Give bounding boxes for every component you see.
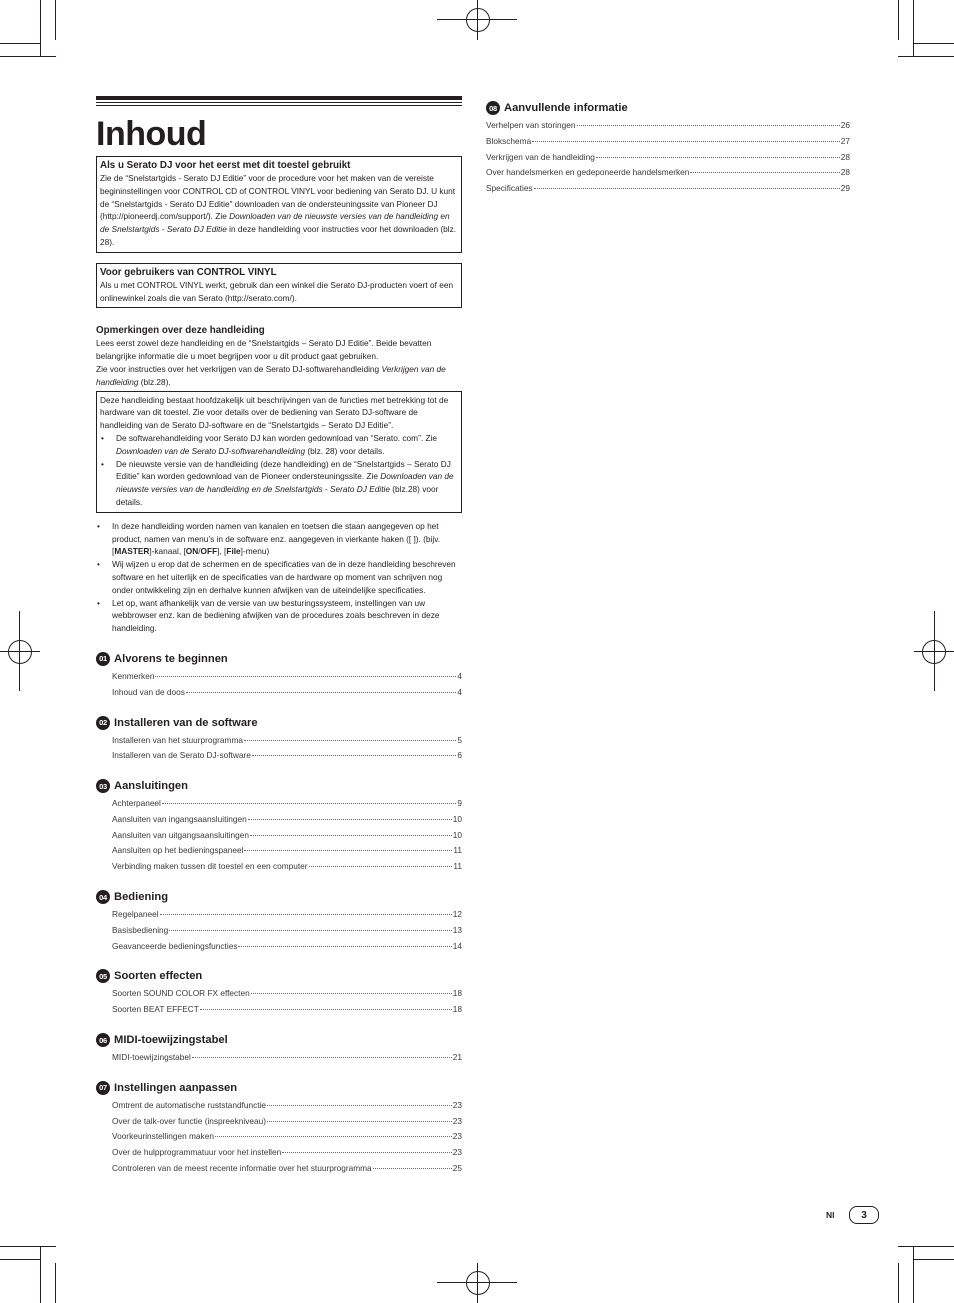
leader-dots — [577, 114, 840, 126]
chapter-number-badge: 08 — [486, 101, 500, 115]
toc-section — [96, 1032, 462, 1064]
text: ]-menu) — [240, 546, 270, 557]
toc-entry-page: 29 — [840, 183, 850, 194]
toc-entry[interactable] — [486, 179, 850, 195]
text-bold: MASTER — [114, 546, 150, 557]
toc-entry-label: Aansluiten van uitgangsaansluitingen — [112, 829, 249, 840]
toc-entry-label: Soorten SOUND COLOR FX effecten — [112, 988, 250, 999]
text-bold: ON — [185, 546, 199, 557]
toc-entry-page: 4 — [457, 686, 462, 697]
chapter-number-badge: 03 — [96, 779, 110, 793]
notes-heading: Opmerkingen over deze handleiding — [96, 325, 265, 337]
manual-scope-box — [96, 391, 462, 513]
toc-entry-page: 23 — [452, 1115, 462, 1126]
text-bold: OFF — [200, 546, 218, 557]
toc-entry-page: 21 — [452, 1052, 462, 1063]
crop-mark — [0, 43, 40, 44]
toc-entry[interactable] — [96, 683, 462, 699]
toc-entry[interactable] — [96, 857, 462, 873]
list-item — [100, 432, 458, 458]
toc-entry-label: Blokschema — [486, 135, 532, 146]
text-italic: Downloaden van de nieuwste versies van de handleiding en de Snelstartgids - Serato DJ Editie — [116, 471, 454, 495]
toc-entry-label: Kenmerken — [112, 670, 155, 681]
text: Zie voor instructies over het verkrijgen van de Serato DJ-softwarehandleiding — [96, 363, 382, 374]
crop-mark — [40, 1246, 41, 1303]
leader-dots — [162, 792, 456, 804]
registration-mark — [922, 640, 946, 664]
text-bold: File — [226, 546, 241, 557]
first-use-box — [96, 156, 462, 253]
leader-dots — [282, 1141, 452, 1153]
toc-entry[interactable] — [96, 937, 462, 953]
toc-entry-label: Regelpaneel — [112, 909, 159, 920]
notes-bullets — [96, 520, 462, 635]
crop-mark — [0, 1246, 56, 1247]
toc-section-title[interactable]: MIDI-toewijzingstabel — [114, 1034, 228, 1047]
leader-dots — [248, 808, 452, 820]
crop-mark — [0, 56, 56, 57]
text: ], [ — [217, 546, 227, 557]
crop-mark — [898, 56, 954, 57]
toc-entry-page: 5 — [457, 734, 462, 745]
text: (blz.28) voor details. — [116, 484, 439, 507]
crop-mark — [0, 1259, 40, 1260]
registration-mark — [8, 640, 32, 664]
toc-entry-page: 28 — [840, 167, 850, 178]
toc-entry-label: Aansluiten van ingangsaansluitingen — [112, 813, 247, 824]
toc-entry-page: 14 — [452, 940, 462, 951]
toc-entry-label: Verhelpen van storingen — [486, 120, 576, 130]
text: in deze handleiding voor instructies voor het downloaden (blz. 28). — [100, 224, 457, 247]
list-item — [96, 520, 462, 558]
manual-scope-intro: Deze handleiding bestaat hoofdzakelijk uit beschrijvingen van de functies met betrekking tot de hardware van dit toestel. Zie voor details over de bediening van Serato DJ-software de handleiding van de Serato DJ-software en de “Snelstartgids – Serato DJ Editie”. — [100, 394, 449, 431]
page-title: Inhoud — [96, 115, 207, 153]
leader-dots — [155, 665, 456, 677]
chapter-number-badge: 07 — [96, 1081, 110, 1095]
toc-entry-page: 12 — [452, 909, 462, 920]
crop-mark — [913, 1246, 914, 1303]
toc-entry-label: Specificaties — [486, 183, 533, 194]
left-column — [96, 96, 462, 1175]
control-vinyl-box — [96, 263, 462, 309]
toc-entry-page: 18 — [452, 1004, 462, 1015]
toc-entry-page: 11 — [453, 861, 462, 872]
toc-entry-page: 23 — [452, 1131, 462, 1142]
toc-items — [486, 116, 850, 195]
toc-section — [96, 1080, 462, 1175]
leader-dots — [596, 146, 840, 158]
title-rules — [96, 96, 462, 106]
toc-entry-label: Controleren van de meest recente informatie over het stuurprogramma — [112, 1163, 372, 1174]
page-number: 3 — [849, 1206, 879, 1224]
toc-section — [96, 889, 462, 952]
toc-entry-page: 10 — [452, 829, 462, 840]
text: De softwarehandleiding voor Serato DJ kan worden gedownload van “Serato. com”. Zie — [116, 432, 437, 443]
toc-entry-label: Omtrent de automatische ruststandfunctie — [112, 1099, 267, 1110]
toc-entry-label: Verbinding maken tussen dit toestel en een computer — [112, 861, 308, 872]
leader-dots — [192, 1046, 452, 1058]
notes-paragraph: Lees eerst zowel deze handleiding en de “Snelstartgids – Serato DJ Editie”. Beide bevatten belangrijke informatie die u moet begrijpen voor u dit product gaat gebruiken. — [96, 338, 432, 362]
toc-section — [486, 100, 850, 195]
list-item: • Let op, want afhankelijk van de versie van uw besturingssysteem, instellingen van uw webbrowser enz. kan de bediening afwijken van de procedures zoals beschreven in deze handleiding. — [96, 597, 462, 635]
leader-dots — [215, 1125, 452, 1137]
crop-mark — [914, 43, 954, 44]
crop-mark — [898, 1263, 899, 1303]
toc-entry-page: 18 — [452, 988, 462, 999]
chapter-number-badge: 02 — [96, 716, 110, 730]
notes-paragraph — [96, 363, 462, 389]
toc-entry-label: Verkrijgen van de handleiding — [486, 151, 595, 162]
crop-mark — [898, 1246, 954, 1247]
leader-dots — [532, 130, 840, 142]
toc-section — [96, 715, 462, 763]
text: In deze handleiding worden namen van kanalen en toetsen die staan aangegeven op het product, namen van menu’s in de software enz. aangegeven in vierkante haken ([ ]). (bijv. [ — [112, 520, 441, 557]
registration-mark — [466, 1271, 490, 1295]
crop-mark — [55, 1263, 56, 1303]
toc-entry-page: 10 — [452, 813, 462, 824]
text: Zie de “Snelstartgids - Serato DJ Editie” voor de procedure voor het maken van de vereiste begininstellingen voor CONTROL CD of CONTROL VINYL voor bediening van Serato DJ. U kunt de “Snelstartgids - Serato DJ Editie” downloaden van de ondersteuningssite van Pioneer DJ (http://pioneerdj.com/support/). Zie — [100, 173, 456, 222]
toc-entry-label: MIDI-toewijzingstabel — [112, 1052, 191, 1063]
chapter-number-badge: 01 — [96, 652, 110, 666]
toc-section — [96, 968, 462, 1016]
toc-entry-page: 23 — [452, 1147, 462, 1158]
toc-section-title[interactable]: Installeren van de software — [114, 716, 258, 729]
text: (blz. 28) voor details. — [305, 445, 385, 456]
toc-entry-page: 28 — [840, 151, 850, 162]
toc-entry-label: Installeren van het stuurprogramma — [112, 734, 243, 745]
language-code: Nl — [826, 1210, 835, 1220]
list-item: • Wij wijzen u erop dat de schermen en de specificaties van de in deze handleiding beschreven software en het uiterlijk en de specificaties van de hardware op moment van schrijven nog onder ontwikkeling zijn en derhalve kunnen afwijken van de uiteindelijke specificaties. — [96, 558, 462, 596]
leader-dots — [169, 919, 451, 931]
toc-section-title[interactable]: Bediening — [114, 891, 169, 904]
right-column — [486, 100, 850, 195]
toc-section-title[interactable]: Alvorens te beginnen — [114, 652, 228, 665]
toc-entry[interactable] — [96, 746, 462, 762]
leader-dots — [690, 161, 839, 173]
toc-section — [96, 778, 462, 873]
toc-entry-page: 25 — [452, 1163, 462, 1174]
toc-entry-label: Over handelsmerken en gedeponeerde handelsmerken — [486, 167, 690, 178]
control-vinyl-box-title: Voor gebruikers van CONTROL VINYL — [100, 266, 277, 278]
text: ]-kanaal, [ — [149, 546, 186, 557]
leader-dots — [186, 681, 456, 693]
toc-entry-label: Inhoud van de doos — [112, 686, 185, 697]
toc-entry[interactable] — [96, 1000, 462, 1016]
toc-section — [96, 651, 462, 699]
manual-scope-list — [100, 432, 458, 509]
toc-section-title: Aanvullende informatie — [504, 102, 628, 114]
leader-dots — [160, 903, 452, 915]
toc-entry-label: Achterpaneel — [112, 798, 161, 809]
leader-dots — [251, 982, 452, 994]
toc-entry-page: 13 — [452, 924, 462, 935]
leader-dots — [238, 935, 451, 947]
chapter-number-badge: 06 — [96, 1033, 110, 1047]
crop-mark — [913, 0, 914, 56]
toc-entry-label: Geavanceerde bedieningsfuncties — [112, 940, 238, 951]
toc-entry-page: 9 — [457, 798, 462, 809]
leader-dots — [534, 177, 840, 189]
toc-entry-page: 23 — [452, 1099, 462, 1110]
leader-dots — [252, 744, 457, 756]
control-vinyl-box-body: Als u met CONTROL VINYL werkt, gebruik dan een winkel die Serato DJ-producten voert of een onlinewinkel zoals die van Serato (http://serato.com/). — [100, 279, 454, 303]
toc-entry[interactable] — [96, 1159, 462, 1175]
toc-entry[interactable] — [96, 1048, 462, 1064]
crop-mark — [914, 1259, 954, 1260]
toc-entry-page: 26 — [840, 120, 850, 130]
text-italic: Verkrijgen van de handleiding — [96, 363, 446, 387]
text: (blz.28). — [138, 376, 171, 387]
toc-entry-label: Over de hulpprogrammatuur voor het instellen — [112, 1147, 282, 1158]
leader-dots — [200, 998, 452, 1010]
toc-section-title[interactable]: Instellingen aanpassen — [114, 1081, 238, 1094]
leader-dots — [309, 855, 453, 867]
first-use-box-title: Als u Serato DJ voor het eerst met dit toestel gebruikt — [100, 160, 351, 171]
leader-dots — [373, 1157, 452, 1169]
toc-entry-page: 27 — [840, 135, 850, 146]
leader-dots — [244, 729, 456, 741]
toc-entry-page: 11 — [453, 845, 462, 856]
text-italic: Downloaden van de nieuwste versies van de handleiding en de Snelstartgids - Serato DJ Editie — [100, 211, 450, 235]
table-of-contents — [96, 651, 462, 1175]
registration-mark — [466, 8, 490, 32]
leader-dots — [267, 1110, 452, 1122]
text: De nieuwste versie van de handleiding (deze handleiding) en de “Snelstartgids – Serato DJ Editie” kan worden gedownload van de Pioneer ondersteuningssite. Zie — [116, 458, 451, 482]
chapter-number-badge: 05 — [96, 969, 110, 983]
toc-entry-label: Soorten BEAT EFFECT — [112, 1004, 199, 1015]
leader-dots — [267, 1094, 452, 1106]
leader-dots — [250, 824, 452, 836]
crop-mark — [40, 0, 41, 56]
first-use-box-body — [100, 172, 458, 249]
list-item — [100, 458, 458, 509]
leader-dots — [244, 839, 452, 851]
toc-entry-label: Voorkeurinstellingen maken — [112, 1131, 214, 1142]
crop-mark — [55, 0, 56, 40]
toc-entry-page: 4 — [457, 670, 462, 681]
toc-entry-label: Aansluiten op het bedieningspaneel — [112, 845, 244, 856]
chapter-number-badge: 04 — [96, 890, 110, 904]
toc-section-title[interactable]: Aansluitingen — [114, 780, 188, 793]
crop-mark — [898, 0, 899, 40]
toc-entry-label: Basisbediening — [112, 924, 169, 935]
toc-entry-page: 6 — [457, 750, 462, 761]
toc-entry-label: Over de talk-over functie (inspreekniveau) — [112, 1115, 267, 1126]
toc-entry-label: Installeren van de Serato DJ-software — [112, 750, 251, 761]
text-italic: Downloaden van de Serato DJ-softwarehandleiding — [116, 445, 306, 456]
text: / — [198, 546, 201, 557]
toc-section-title[interactable]: Soorten effecten — [114, 970, 203, 983]
